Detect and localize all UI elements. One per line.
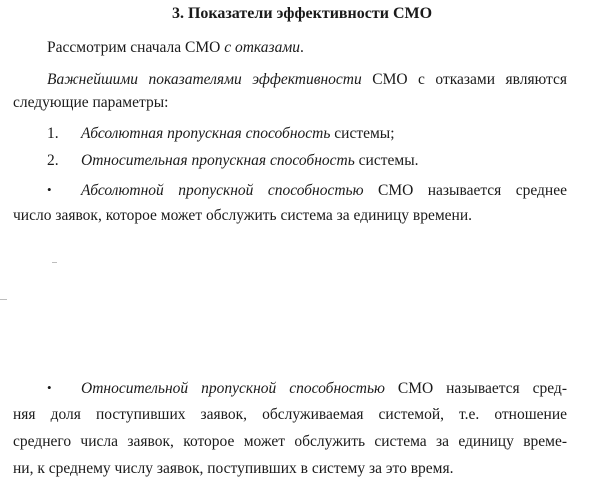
intro-lead-italic: с отказами	[224, 39, 300, 56]
bullet-2-line-3: среднего числа заявок, которое может обслужить система за единицу време-	[13, 433, 567, 450]
list-item-1	[47, 124, 395, 144]
list-item-2-rest: системы.	[354, 152, 419, 169]
bullet-2-line-1	[47, 378, 567, 399]
bullet-2-italic: Относительной пропускной способностью	[81, 380, 385, 397]
scan-mark	[52, 262, 57, 263]
intro-lead-end: .	[300, 39, 304, 56]
bullet-2-line-2: няя доля поступивших заявок, обслуживаемая системой, т.е. отношение	[13, 406, 567, 423]
bullet-icon: •	[47, 182, 52, 197]
bullet-1-line-2: число заявок, которое может обслужить система за единицу времени.	[13, 207, 472, 224]
page-title: 3. Показатели эффективности СМО	[171, 5, 433, 22]
indicators-line-1	[47, 70, 567, 90]
intro-paragraph	[47, 38, 304, 58]
indicators-italic: Важнейшими показателями эффективности	[47, 71, 362, 88]
intro-lead: Рассмотрим сначала СМО	[47, 39, 225, 56]
indicators-rest: СМО с отказами являются	[361, 71, 567, 88]
list-item-1-italic: Абсолютная пропускная способность	[81, 125, 331, 142]
bullet-1-rest: СМО называется среднее	[363, 182, 567, 199]
bullet-2-rest: СМО называется сред-	[384, 380, 567, 397]
list-item-2-italic: Относительная пропускная способность	[81, 152, 355, 169]
indicators-line-2: следующие параметры:	[13, 94, 169, 111]
list-item-2	[47, 151, 418, 171]
bullet-icon: •	[47, 380, 52, 395]
scan-mark	[0, 299, 7, 300]
bullet-1-italic: Абсолютной пропускной способностью	[81, 182, 364, 199]
bullet-1-line-1	[47, 180, 567, 201]
bullet-2-line-4: ни, к среднему числу заявок, поступивших в систему за это время.	[13, 460, 454, 477]
list-number-1: 1.	[47, 125, 59, 142]
list-item-1-rest: системы;	[330, 125, 395, 142]
list-number-2: 2.	[47, 152, 59, 169]
